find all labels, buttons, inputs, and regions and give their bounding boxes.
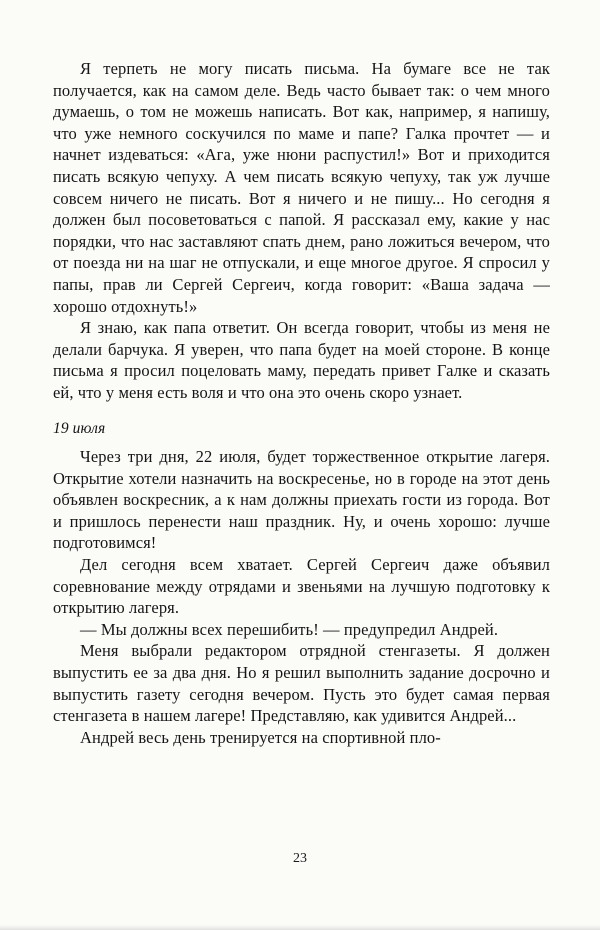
paragraph-1: Я терпеть не могу писать письма. На бумаге все не так получается, как на самом деле. Ведь часто бывает так: о чем много думаешь, о том не можешь написать. Вот как, например, я напишу, что уже немного соскучился по маме и папе? Галка прочтет — и начнет издеваться: «Ага, уже нюни распустил!» Вот и приходится писать всякую чепуху. А чем писать всякую чепуху, так уж лучше совсем ничего не писать. Вот я ничего и не пишу... Но сегодня я должен был посоветоваться с папой. Я рассказал ему, какие у нас порядки, что нас заставляют спать днем, рано ложиться вечером, что от поезда ни на шаг не отпускали, и еще многое другое. Я спросил у папы, прав ли Сергей Сергеич, когда говорит: «Ваша задача — хорошо отдохнуть!»: [53, 59, 550, 316]
paragraph-2: Я знаю, как папа ответит. Он всегда говорит, чтобы из меня не делали барчука. Я уверен, что папа будет на моей стороне. В конце письма я просил поцеловать маму, передать привет Галке и сказать ей, что у меня есть воля и что она это очень скоро узнает.: [53, 318, 550, 402]
paragraph-4: Дел сегодня всем хватает. Сергей Сергеич даже объявил соревнование между отрядами и звеньями на лучшую подготовку к открытию лагеря.: [53, 555, 550, 618]
paragraph-5: — Мы должны всех перешибить! — предупредил Андрей.: [80, 619, 499, 639]
text-block: [53, 58, 550, 748]
paragraph-7: Андрей весь день тренируется на спортивной пло-: [80, 727, 441, 747]
scan-edge-shadow: [0, 925, 600, 930]
date-heading: 19 июля: [53, 419, 106, 437]
page-number: 23: [293, 851, 307, 866]
paragraph-3: Через три дня, 22 июля, будет торжественное открытие лагеря. Открытие хотели назначить на воскресенье, но в городе на этот день объявлен воскресник, а к нам должны приехать гости из города. Вот и пришлось перенести наш праздник. Ну, и очень хорошо: лучше подготовимся!: [53, 447, 550, 553]
paragraph-6: Меня выбрали редактором отрядной стенгазеты. Я должен выпустить ее за два дня. Но я решил выполнить задание досрочно и выпустить газету сегодня вечером. Пусть это будет самая первая стенгазета в нашем лагере! Представляю, как удивится Андрей...: [53, 641, 550, 726]
